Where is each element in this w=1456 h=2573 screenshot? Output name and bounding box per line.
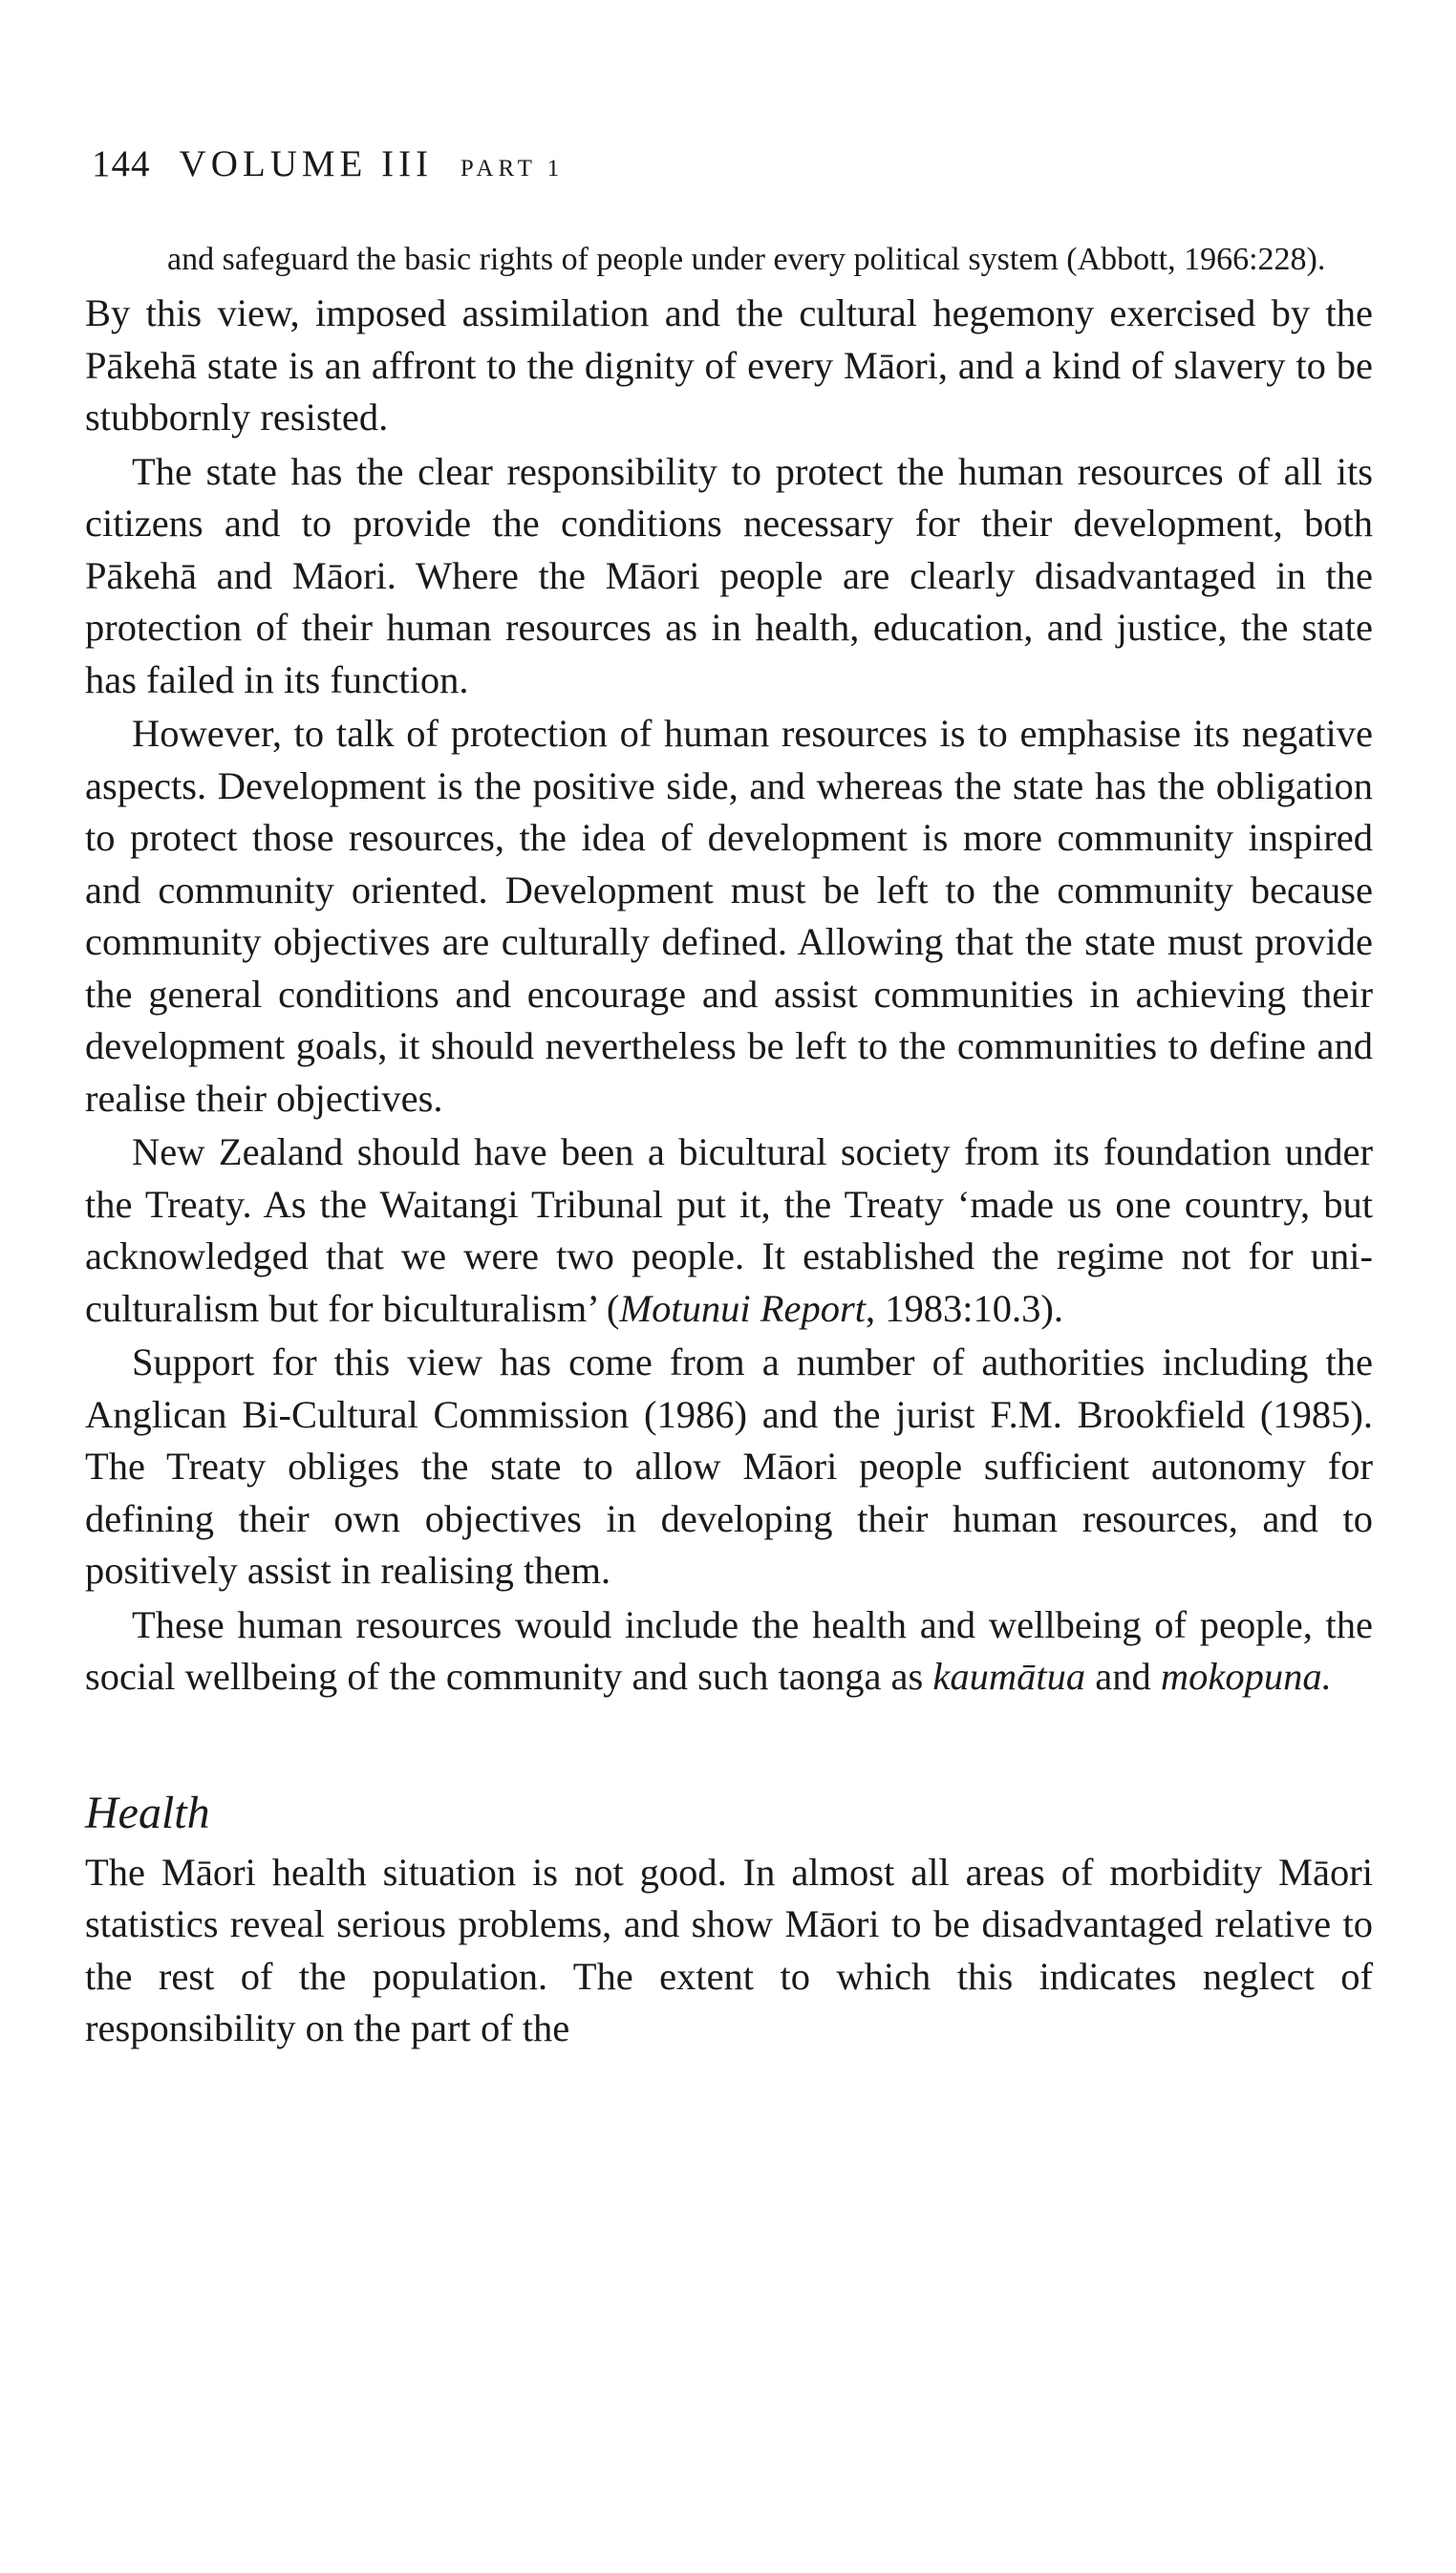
paragraph-support: Support for this view has come from a number of authorities including the Anglican Bi-Cultural Commission (1986) and the jurist F.M. Brookfield (1985). The Treaty obliges the state to allow Māori people sufficient autonomy for defining their own objectives in developing their human resources, and to positively assist in realising them. xyxy=(85,1340,1373,1592)
paragraph-text: New Zealand should have been a bicultural society from its foundation under the Treaty. As the Waitangi Tribunal put it, the Treaty ‘made us one country, but acknowledged that we were two people. It established the regime not for uni-culturalism but for biculturalism’ ( xyxy=(85,1130,1373,1330)
part-label: PART 1 xyxy=(460,156,565,182)
section-heading-health: Health xyxy=(85,1787,210,1838)
paragraph-assimilation: By this view, imposed assimilation and the cultural hegemony exercised by the Pākehā state is an affront to the dignity of every Māori, and a kind of slavery to be stubbornly resisted. xyxy=(85,291,1373,439)
block-quote: and safeguard the basic rights of people under every political system (Abbott, 1966:228). xyxy=(167,242,1326,277)
volume-label: VOLUME III xyxy=(179,143,434,184)
body-text xyxy=(85,237,1373,2055)
paragraph-text: , 1983:10.3). xyxy=(865,1286,1063,1330)
report-title: Motunui Report xyxy=(619,1286,866,1330)
term-mokopuna: mokopuna. xyxy=(1160,1655,1332,1698)
page-number: 144 xyxy=(92,143,151,184)
paragraph-state-responsibility: The state has the clear responsibility to protect the human resources of all its citizens and to provide the conditions necessary for their development, both Pākehā and Māori. Where the Māori people are clearly disadvantaged in the protection of their human resources as in health, education, and justice, the state has failed in its function. xyxy=(85,449,1373,701)
paragraph-text: These human resources would include the health and wellbeing of people, the social wellbeing of the community and such taonga as xyxy=(85,1602,1373,1698)
paragraph-health: The Māori health situation is not good. In almost all areas of morbidity Māori statistics reveal serious problems, and show Māori to be disadvantaged relative to the rest of the population. The extent to which this indicates neglect of responsibility on the part of the xyxy=(85,1850,1373,2049)
paragraph-bicultural-society xyxy=(85,1126,1373,1335)
paragraph-human-resources xyxy=(85,1599,1373,1704)
paragraph-text: and xyxy=(1085,1655,1161,1698)
paragraph-development: However, to talk of protection of human resources is to emphasise its negative aspects. Development is the positive side, and whereas the state has the obligation to protect those resources, the idea of development is more community inspired and community oriented. Development must be left to the community because community objectives are culturally defined. Allowing that the state must provide the general conditions and encourage and assist communities in achieving their development goals, it should nevertheless be left to the communities to define and realise their objectives. xyxy=(85,712,1373,1120)
term-kaumatua: kaumātua xyxy=(932,1655,1086,1698)
running-header xyxy=(92,145,564,182)
